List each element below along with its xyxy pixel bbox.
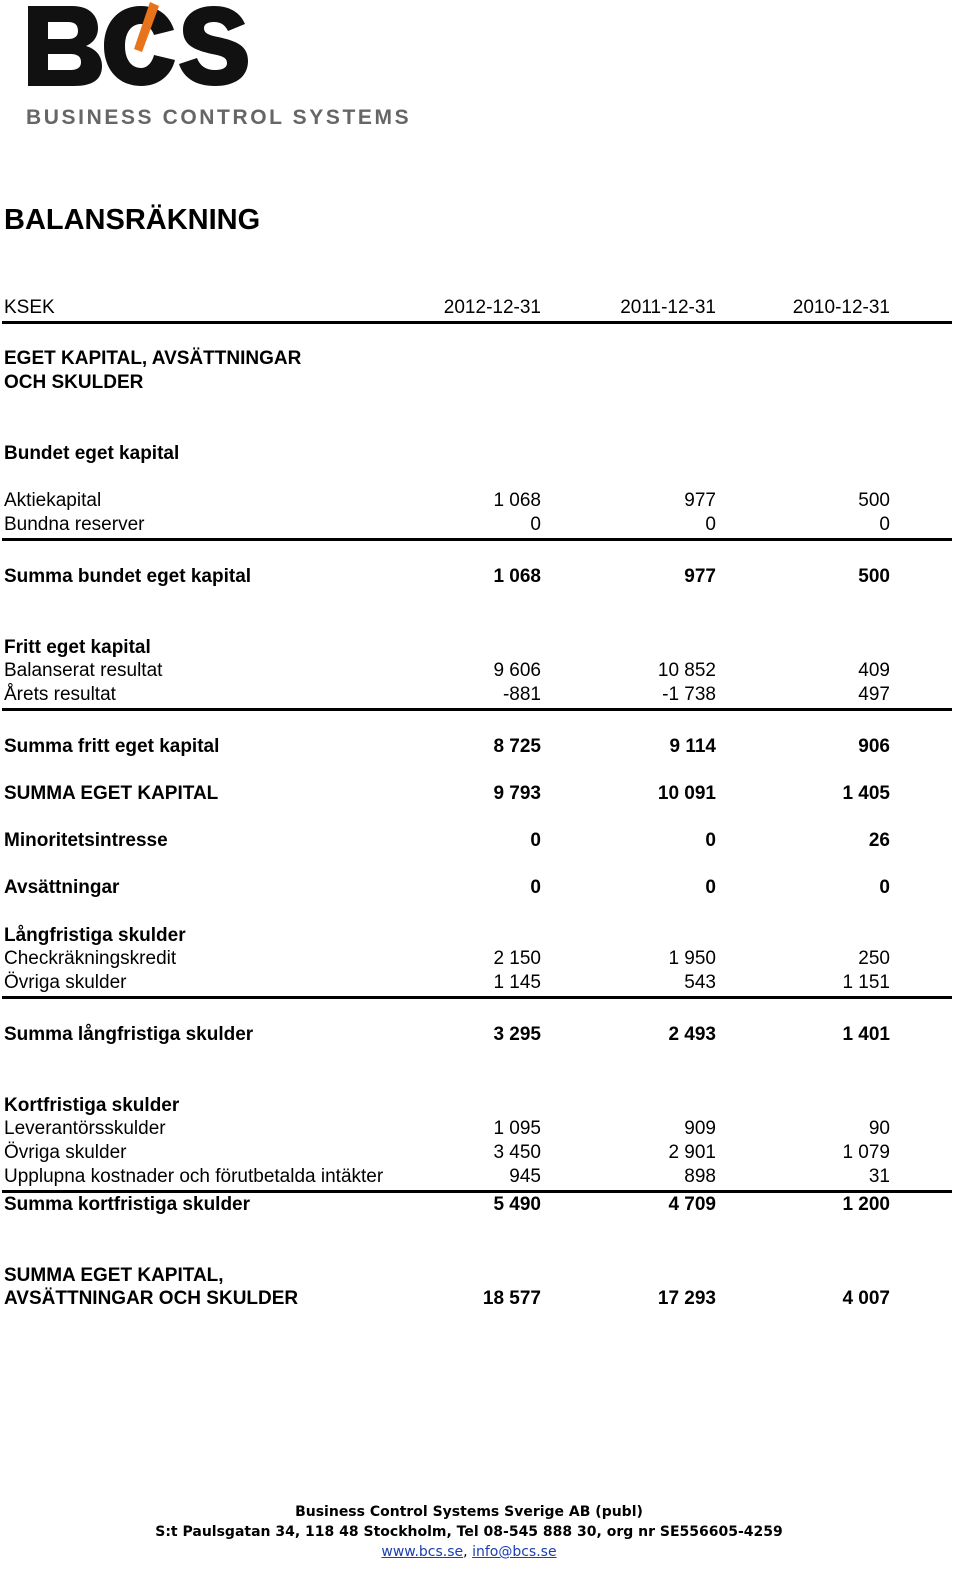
- row-label: Bundna reserver: [4, 514, 145, 535]
- section-heading: [0, 1094, 952, 1118]
- cell-value: 898: [684, 1166, 716, 1187]
- fritt-heading: Fritt eget kapital: [4, 637, 151, 658]
- unit-label: KSEK: [4, 297, 55, 318]
- cell-value: 9 114: [669, 736, 716, 757]
- table-row: [0, 971, 952, 995]
- footer-address: S:t Paulsgatan 34, 118 48 Stockholm, Tel 08-545 888 30, org nr SE556605-4259: [155, 1524, 783, 1540]
- cell-value: 5 490: [493, 1194, 541, 1215]
- table-header-row: [0, 296, 952, 320]
- table-row: [0, 683, 952, 707]
- cell-value: 2 150: [493, 948, 541, 969]
- footer-links: [0, 1542, 938, 1562]
- cell-value: 543: [684, 972, 716, 993]
- cell-value: 9 793: [493, 783, 541, 804]
- section-heading: [0, 442, 952, 466]
- row-label: Aktiekapital: [4, 490, 102, 511]
- website-link[interactable]: www.bcs.se: [381, 1544, 464, 1560]
- cell-value: 90: [868, 1118, 890, 1139]
- logo-tagline: BUSINESS CONTROL SYSTEMS: [26, 106, 412, 129]
- subtotal-rule: [2, 996, 952, 999]
- cell-value: 26: [868, 830, 890, 851]
- row-label: Avsättningar: [4, 877, 120, 898]
- grand-total-line-1: SUMMA EGET KAPITAL,: [4, 1265, 224, 1286]
- header-rule: [2, 321, 952, 324]
- footer-company: Business Control Systems Sverige AB (publ): [295, 1504, 643, 1520]
- cell-value: 1 068: [493, 566, 541, 587]
- row-label: Minoritetsintresse: [4, 830, 168, 851]
- footer-separator: ,: [463, 1544, 468, 1560]
- total-row: [0, 782, 952, 806]
- cell-value: 977: [684, 490, 716, 511]
- section-heading: [0, 924, 952, 948]
- cell-value: 0: [705, 877, 716, 898]
- bcs-logo-mark: [24, 0, 254, 92]
- kortfristiga-heading: Kortfristiga skulder: [4, 1095, 180, 1116]
- row-label: Summa fritt eget kapital: [4, 736, 220, 757]
- langfristiga-heading: Långfristiga skulder: [4, 925, 186, 946]
- row-label: SUMMA EGET KAPITAL: [4, 783, 219, 804]
- cell-value: 409: [858, 660, 890, 681]
- cell-value: 10 091: [657, 783, 716, 804]
- subtotal-rule: [2, 708, 952, 711]
- bundet-heading: Bundet eget kapital: [4, 443, 180, 464]
- cell-value: 10 852: [657, 660, 716, 681]
- cell-value: 1 145: [493, 972, 541, 993]
- section-heading: [0, 371, 952, 395]
- cell-value: -881: [502, 684, 541, 705]
- row-label: AVSÄTTNINGAR OCH SKULDER: [4, 1288, 299, 1309]
- cell-value: 0: [879, 877, 890, 898]
- subtotal-rule: [2, 538, 952, 541]
- row-label: Årets resultat: [4, 684, 116, 705]
- cell-value: 0: [530, 830, 541, 851]
- main-heading-line-2: OCH SKULDER: [4, 372, 144, 393]
- cell-value: 1 950: [668, 948, 716, 969]
- cell-value: 4 709: [668, 1194, 716, 1215]
- column-header-2011: 2011-12-31: [620, 297, 716, 318]
- cell-value: 500: [858, 566, 890, 587]
- cell-value: 1 401: [842, 1024, 890, 1045]
- table-row: [0, 1141, 952, 1165]
- cell-value: 2 493: [668, 1024, 716, 1045]
- cell-value: 0: [530, 514, 541, 535]
- cell-value: 3 450: [493, 1142, 541, 1163]
- subtotal-row: [0, 565, 952, 589]
- row-label: Övriga skulder: [4, 1142, 127, 1163]
- subtotal-row: [0, 1023, 952, 1047]
- table-row: [0, 513, 952, 537]
- cell-value: 0: [705, 514, 716, 535]
- table-row: [0, 829, 952, 853]
- row-label: Summa långfristiga skulder: [4, 1024, 254, 1045]
- section-heading: [0, 636, 952, 660]
- table-row: [0, 1165, 952, 1189]
- column-header-2012: 2012-12-31: [443, 297, 541, 318]
- page-title: BALANSRÄKNING: [4, 204, 261, 236]
- table-row: [0, 876, 952, 900]
- cell-value: 945: [509, 1166, 541, 1187]
- cell-value: 250: [858, 948, 890, 969]
- cell-value: 1 151: [842, 972, 890, 993]
- cell-value: 1 068: [493, 490, 541, 511]
- cell-value: 2 901: [668, 1142, 716, 1163]
- cell-value: 1 405: [842, 783, 890, 804]
- cell-value: 906: [858, 736, 890, 757]
- grand-total-heading: [0, 1264, 952, 1288]
- row-label: Balanserat resultat: [4, 660, 163, 681]
- table-row: [0, 1117, 952, 1141]
- cell-value: 31: [868, 1166, 890, 1187]
- cell-value: 4 007: [842, 1288, 890, 1309]
- cell-value: 8 725: [493, 736, 541, 757]
- company-logo: [24, 0, 444, 140]
- email-link[interactable]: info@bcs.se: [472, 1544, 557, 1560]
- cell-value: 977: [684, 566, 716, 587]
- cell-value: 500: [858, 490, 890, 511]
- cell-value: 17 293: [657, 1288, 716, 1309]
- cell-value: -1 738: [662, 684, 716, 705]
- row-label: Summa bundet eget kapital: [4, 566, 252, 587]
- subtotal-row: [0, 1193, 952, 1217]
- main-heading-line-1: EGET KAPITAL, AVSÄTTNINGAR: [4, 348, 302, 369]
- row-label: Övriga skulder: [4, 972, 127, 993]
- row-label: Upplupna kostnader och förutbetalda intäkter: [4, 1166, 384, 1187]
- row-label: Checkräkningskredit: [4, 948, 177, 969]
- section-heading: [0, 347, 952, 371]
- subtotal-row: [0, 735, 952, 759]
- cell-value: 18 577: [482, 1288, 541, 1309]
- cell-value: 0: [879, 514, 890, 535]
- cell-value: 1 095: [493, 1118, 541, 1139]
- grand-total-row: [0, 1287, 952, 1311]
- cell-value: 497: [858, 684, 890, 705]
- table-row: [0, 947, 952, 971]
- row-label: Leverantörsskulder: [4, 1118, 166, 1139]
- cell-value: 0: [530, 877, 541, 898]
- page-footer: [0, 1502, 938, 1562]
- cell-value: 0: [705, 830, 716, 851]
- cell-value: 9 606: [493, 660, 541, 681]
- table-row: [0, 489, 952, 513]
- cell-value: 3 295: [493, 1024, 541, 1045]
- cell-value: 1 200: [842, 1194, 890, 1215]
- cell-value: 1 079: [842, 1142, 890, 1163]
- row-label: Summa kortfristiga skulder: [4, 1194, 251, 1215]
- table-row: [0, 659, 952, 683]
- column-header-2010: 2010-12-31: [792, 297, 890, 318]
- cell-value: 909: [684, 1118, 716, 1139]
